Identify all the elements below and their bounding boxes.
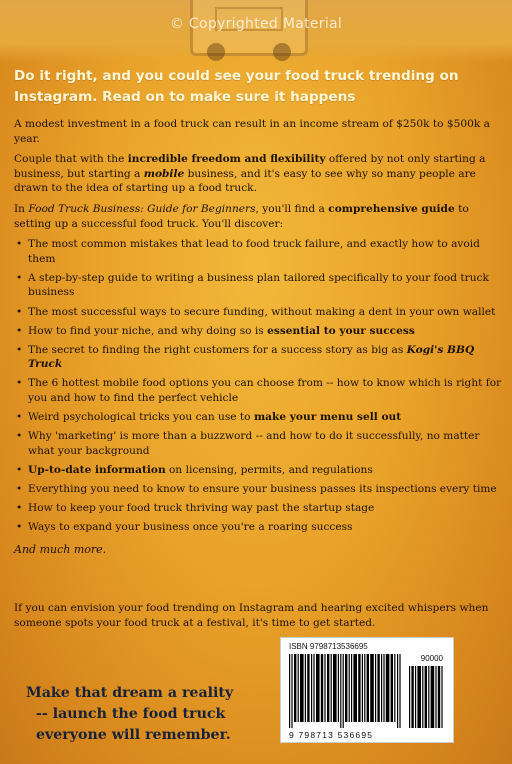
list-item-text: How to find your niche, and why doing so is xyxy=(28,324,268,337)
list-item xyxy=(14,463,502,478)
intro-paragraph-1: A modest investment in a food truck can result in an income stream of $250k to $500k a year. xyxy=(14,118,490,145)
list-item: • Everything you need to know to ensure your business passes its inspections every time xyxy=(14,482,502,497)
intro-paragraph-3 xyxy=(14,202,502,231)
barcode-bars-icon xyxy=(289,654,401,728)
list-item: • A step-by-step guide to writing a business plan tailored specifically to your food truck business xyxy=(14,271,502,300)
list-item: • The most successful ways to secure funding, without making a dent in your own wallet xyxy=(14,305,502,320)
isbn-label: ISBN 9798713536695 xyxy=(289,642,368,651)
isbn-barcode xyxy=(280,637,454,743)
copyright-watermark: © Copyrighted Material xyxy=(169,16,343,32)
price-code: 90000 xyxy=(420,654,443,663)
list-item: • How to keep your food truck thriving way past the startup stage xyxy=(14,501,502,516)
intro-p3-text-a: In xyxy=(14,202,29,215)
book-title: Food Truck Business: Guide for Beginners xyxy=(28,202,256,215)
cta-line-1: Make that dream a reality xyxy=(26,685,234,701)
intro-p2-text-c: offered by not only starting a business, but starting a xyxy=(14,153,486,180)
truck-photo-strip xyxy=(0,0,512,62)
list-item: • The most common mistakes that lead to food truck failure, and exactly how to avoid them xyxy=(14,237,502,266)
headline-line-2: Instagram. Read on to make sure it happens xyxy=(14,89,356,105)
cta-line-2: -- launch the food truck xyxy=(36,706,226,722)
list-item xyxy=(14,410,502,425)
closing-paragraph: If you can envision your food trending on Instagram and hearing excited whispers when someone spots your food truck at a festival, it's time to get started. xyxy=(14,602,489,629)
isbn-digits: 9 798713 536695 xyxy=(289,730,374,740)
headline xyxy=(14,66,498,108)
list-item-bold: make your menu sell out xyxy=(253,411,402,424)
list-item-text: The secret to finding the right customers for a success story as big as xyxy=(28,343,407,356)
intro-p2-bold: incredible freedom and flexibility xyxy=(127,153,326,166)
truck-wheel-front xyxy=(207,43,225,61)
list-item-text: on licensing, permits, and regulations xyxy=(165,463,373,476)
intro-p2-text-e: business, and it's easy to see why so many people are drawn to the idea of starting up a food truck. xyxy=(14,167,476,195)
call-to-action xyxy=(26,683,266,746)
intro-p3-text-c: , you'll find a xyxy=(255,202,329,215)
cta-line-3: everyone will remember. xyxy=(36,727,231,743)
list-item-bold-italic: Kogi's BBQ Truck xyxy=(28,343,475,371)
list-item: • The 6 hottest mobile food options you can choose from -- how to know which is right for you and how to find the perfect vehicle xyxy=(14,376,502,405)
list-item-bold: Up-to-date information xyxy=(28,463,166,476)
and-much-more: And much more. xyxy=(14,542,107,556)
price-addon-bars-icon xyxy=(409,666,443,728)
intro-paragraph-2 xyxy=(14,152,502,196)
headline-line-1: Do it right, and you could see your food truck trending on xyxy=(14,68,459,84)
list-item: • Why 'marketing' is more than a buzzword -- and how to do it successfully, no matter what your background xyxy=(14,429,502,458)
description-body xyxy=(14,117,502,567)
truck-wheel-rear xyxy=(273,43,291,61)
list-item-bold: essential to your success xyxy=(267,324,415,337)
list-item xyxy=(14,324,502,339)
list-item: • Ways to expand your business once you're a roaring success xyxy=(14,520,502,535)
list-item xyxy=(14,343,502,372)
intro-p2-text-a: Couple that with the xyxy=(14,153,128,166)
intro-p3-text-e: to setting up a successful food truck. You'll discover: xyxy=(14,202,469,230)
discover-list xyxy=(14,237,502,535)
intro-p3-bold: comprehensive guide xyxy=(328,202,455,215)
list-item-text: Weird psychological tricks you can use to xyxy=(28,411,254,424)
intro-p2-mobile: mobile xyxy=(143,167,185,180)
